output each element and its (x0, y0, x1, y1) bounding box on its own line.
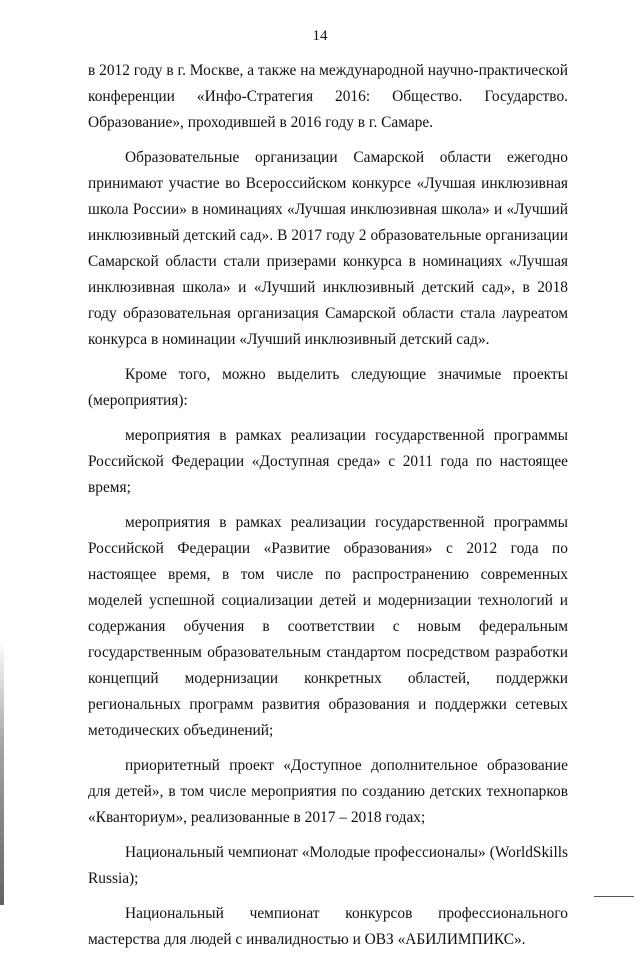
scan-corner-mark (594, 896, 634, 897)
paragraph-continuation: в 2012 году в г. Москве, а также на международной научно-практической конференции «Инфо-Стратегия 2016: Общество. Государство. Образование», проходившей в 2016 году в г. Самаре. (88, 62, 568, 131)
list-item-abilympics: Национальный чемпионат конкурсов профессионального мастерства для людей с инвалидностью и ОВЗ «АБИЛИМПИКС». (88, 905, 568, 948)
list-item-education-development: мероприятия в рамках реализации государственной программы Российской Федерации «Развитие образования» с 2012 года по настоящее время, в том числе по распространению современных моделей успешной социализации детей и модернизации технологий и содержания обучения в соответствии с новым федеральным государственным образовательным стандартом посредством разработки концепций модернизации конкретных областей, поддержки региональных программ развития образования и поддержки сетевых методических объединений; (88, 514, 568, 739)
page-number: 14 (312, 28, 328, 44)
list-item-accessible-environment: мероприятия в рамках реализации государственной программы Российской Федерации «Доступная среда» с 2011 года по настоящее время; (88, 427, 568, 496)
paragraph-inclusive-school-contest: Образовательные организации Самарской области ежегодно принимают участие во Всероссийском конкурсе «Лучшая инклюзивная школа России» в номинациях «Лучшая инклюзивная школа» и «Лучший инклюзивный детский сад». В 2017 году 2 образовательные организации Самарской области стали призерами конкурса в номинациях «Лучшая инклюзивная школа» и «Лучший инклюзивный детский сад», в 2018 году образовательная организация Самарской области стала лауреатом конкурса в номинации «Лучший инклюзивный детский сад». (88, 149, 568, 348)
list-item-worldskills: Национальный чемпионат «Молодые профессионалы» (WorldSkills Russia); (88, 844, 568, 887)
list-item-additional-education-project: приоритетный проект «Доступное дополнительное образование для детей», в том числе мероприятия по созданию детских технопарков «Кванториум», реализованные в 2017 – 2018 годах; (88, 757, 568, 826)
document-body (88, 58, 568, 962)
paragraph-projects-intro: Кроме того, можно выделить следующие значимые проекты (мероприятия): (88, 366, 568, 409)
scan-edge-shadow (0, 640, 4, 905)
